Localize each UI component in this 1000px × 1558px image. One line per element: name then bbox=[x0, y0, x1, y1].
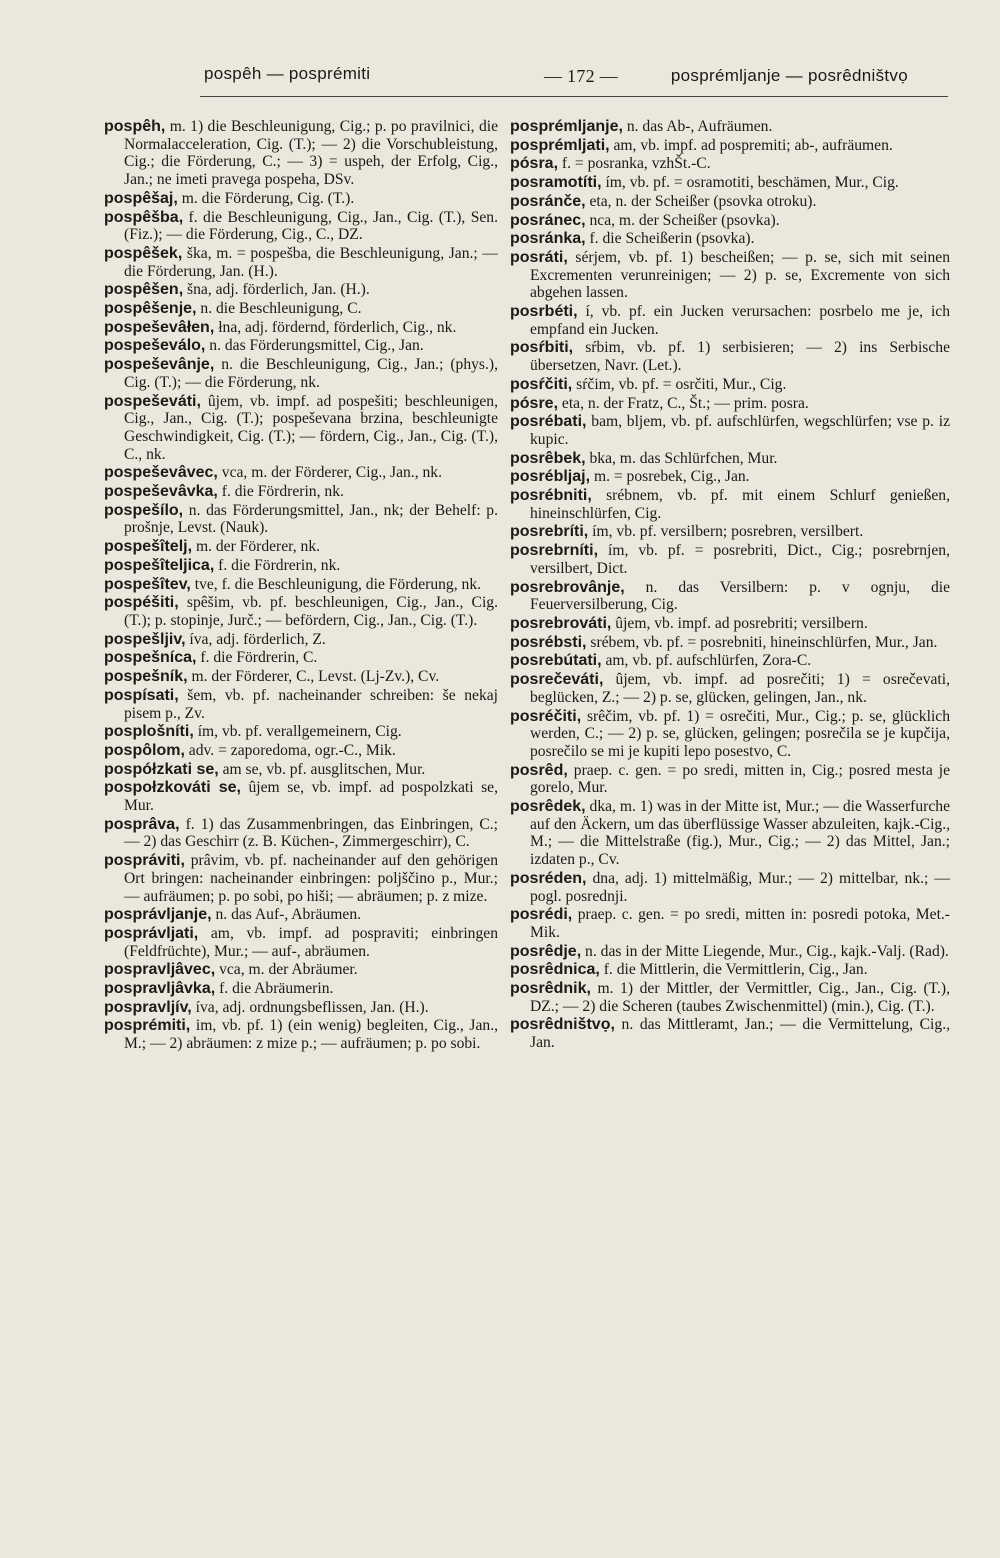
entry-definition: f. die Fördrerin, nk. bbox=[218, 556, 341, 574]
entry-definition: eta, n. der Fratz, C., Št.; — prim. posra. bbox=[561, 394, 809, 412]
entry-definition: íva, adj. förderlich, Z. bbox=[189, 630, 326, 648]
entry-definition: dka, m. 1) was in der Mitte ist, Mur.; — die Wasserfurche auf den Äckern, um das überflüssige Wasser abzuleiten, kajk.-Cig., M.; — die Mittelstraße (fig.), Mur., Cig.; — 2) das Mittel, Jan.; izdaten p., Cv. bbox=[530, 798, 950, 869]
dictionary-entry bbox=[510, 376, 950, 394]
page-number: — 172 — bbox=[543, 66, 619, 86]
headword: posrêdništvọ, bbox=[510, 1016, 615, 1034]
entry-definition: am, vb. impf. ad pospraviti; einbringen (Feldfrüchte), Mur.; — auf-, abräumen. bbox=[124, 924, 498, 960]
headword: pospeševâłen, bbox=[104, 318, 215, 336]
headword: posrebrníti, bbox=[510, 542, 599, 560]
headword: pospešîtelj, bbox=[104, 538, 193, 556]
headword: pospółzkati se, bbox=[104, 760, 219, 778]
dictionary-entry bbox=[104, 557, 498, 575]
entry-definition: m. die Förderung, Cig. (T.). bbox=[181, 189, 355, 207]
headword: posramotíti, bbox=[510, 174, 602, 192]
entry-definition: ûjem, vb. impf. ad posrebriti; versilbern. bbox=[615, 614, 868, 632]
entry-definition: srébem, vb. pf. = posrebniti, hineinschlürfen, Mur., Jan. bbox=[590, 633, 938, 651]
dictionary-entry bbox=[104, 925, 498, 960]
entry-definition: f. die Mittlerin, die Vermittlerin, Cig., Jan. bbox=[603, 961, 868, 979]
entry-definition: ûjem, vb. impf. ad pospešiti; beschleunigen, Cig., Jan., Cig. (T.); pospeševana brzina, beschleunigte Geschwindigkeit, Cig. (T.); — fördern, Cig., Jan., Cig. (T.), C., nk. bbox=[124, 392, 498, 463]
headword: pospravljív, bbox=[104, 998, 192, 1016]
dictionary-entry bbox=[104, 779, 498, 814]
entry-definition: f. = posranka, vzhŠt.-C. bbox=[561, 155, 711, 173]
dictionary-entry bbox=[104, 742, 498, 760]
dictionary-entry bbox=[510, 303, 950, 338]
headword: pospêh, bbox=[104, 118, 166, 135]
entry-definition: spêšim, vb. pf. beschleunigen, Cig., Jan., Cig. (T.); p. stopinje, Jurč.; — befördern, Cig., Jan., Cig. (T.). bbox=[124, 594, 498, 629]
entry-definition: im, vb. pf. 1) (ein wenig) begleiten, Cig., Jan., M.; — 2) abräumen: z mize p.; — aufräumen; p. po sobi. bbox=[124, 1017, 498, 1053]
entry-definition: praep. c. gen. = po sredi, mitten in, Cig.; posred mesta je gorelo, Mur. bbox=[530, 761, 950, 797]
entry-definition: šna, adj. förderlich, Jan. (H.). bbox=[187, 281, 370, 299]
headword: pospôlom, bbox=[104, 741, 185, 759]
dictionary-entry bbox=[104, 319, 498, 337]
dictionary-entry bbox=[104, 1017, 498, 1052]
headword: pospešílo, bbox=[104, 501, 184, 519]
dictionary-entry bbox=[510, 339, 950, 374]
dictionary-entry bbox=[510, 634, 950, 652]
headword: posréčiti, bbox=[510, 707, 582, 725]
dictionary-entry bbox=[510, 395, 950, 413]
headword: pospołzkováti se, bbox=[104, 779, 241, 797]
header-left-guide: pospêh — posprémiti bbox=[204, 64, 371, 83]
headword: posrečeváti, bbox=[510, 671, 604, 689]
headword: pospéšiti, bbox=[104, 594, 179, 612]
headword: pospešîtev, bbox=[104, 575, 191, 593]
entry-definition: sŕbim, vb. pf. 1) serbisieren; — 2) ins Serbische übersetzen, Navr. (Let.). bbox=[530, 339, 950, 375]
dictionary-entry bbox=[510, 615, 950, 633]
headword: pospeševânje, bbox=[104, 356, 215, 374]
dictionary-entry bbox=[104, 356, 498, 391]
headword: pósra, bbox=[510, 155, 559, 173]
dictionary-entry bbox=[104, 852, 498, 905]
dictionary-entry bbox=[510, 118, 950, 136]
dictionary-entry bbox=[510, 906, 950, 941]
dictionary-entry bbox=[104, 980, 498, 998]
headword: pospešîteljica, bbox=[104, 556, 215, 574]
headword: posrébati, bbox=[510, 413, 587, 431]
dictionary-entry bbox=[510, 487, 950, 522]
entry-definition: n. das Mittleramt, Jan.; — die Vermittelung, Cig., Jan. bbox=[530, 1016, 950, 1052]
entry-definition: bka, m. das Schlürfchen, Mur. bbox=[589, 449, 778, 467]
dictionary-entry bbox=[104, 594, 498, 629]
entry-definition: dna, adj. 1) mittelmäßig, Mur.; — 2) mittelbar, nk.; — pogl. posrednji. bbox=[530, 869, 950, 905]
entry-definition: n. das Förderungsmittel, Cig., Jan. bbox=[209, 337, 424, 355]
dictionary-entry bbox=[104, 190, 498, 208]
headword: posrédi, bbox=[510, 906, 573, 924]
entry-definition: m. der Förderer, nk. bbox=[195, 538, 321, 556]
headword: pospeševâvka, bbox=[104, 483, 218, 501]
entry-definition: n. das Förderungsmittel, Jan., nk; der Behelf: p. prošnje, Levst. (Nauk). bbox=[124, 501, 498, 537]
dictionary-entry bbox=[510, 980, 950, 1015]
headword: pospešljiv, bbox=[104, 630, 186, 648]
entry-definition: ûjem se, vb. impf. ad pospolzkati se, Mur. bbox=[124, 779, 498, 815]
dictionary-entry bbox=[510, 708, 950, 761]
headword: posránče, bbox=[510, 192, 586, 210]
headword: posrêbek, bbox=[510, 449, 586, 467]
headword: posrêdnik, bbox=[510, 980, 591, 998]
entry-definition: łna, adj. fördernd, förderlich, Cig., nk. bbox=[218, 318, 457, 336]
dictionary-entry bbox=[104, 281, 498, 299]
headword: pospêšen, bbox=[104, 281, 184, 299]
dictionary-entry bbox=[104, 687, 498, 722]
dictionary-entry bbox=[104, 502, 498, 537]
headword: pospeševâvec, bbox=[104, 464, 218, 482]
dictionary-entry bbox=[510, 155, 950, 173]
dictionary-entry bbox=[510, 1016, 950, 1051]
headword: posrbéti, bbox=[510, 303, 578, 321]
entry-definition: n. das in der Mitte Liegende, Mur., Cig., kajk.-Valj. (Rad). bbox=[585, 942, 949, 960]
headword: pospêšaj, bbox=[104, 189, 178, 207]
headword: posrébniti, bbox=[510, 487, 592, 505]
entry-definition: nca, m. der Scheißer (psovka). bbox=[589, 211, 780, 229]
headword: posprávljati, bbox=[104, 924, 199, 942]
dictionary-entry bbox=[104, 631, 498, 649]
dictionary-entry bbox=[104, 464, 498, 482]
entry-definition: í, vb. pf. ein Jucken verursachen: posrbelo me je, ich empfand ein Jucken. bbox=[530, 303, 950, 338]
dictionary-entry bbox=[510, 652, 950, 670]
entry-definition: srêčim, vb. pf. 1) = osrečiti, Mur., Cig.; p. se, glücklich werden, C.; — 2) p. se, glücken, gelingen; posrečila se je kupčija, posrečilo se mi je kupiti lepo posestvo, C. bbox=[530, 707, 950, 760]
entry-definition: ška, m. = pospešba, die Beschleunigung, Jan.; — die Förderung, Jan. (H.). bbox=[124, 244, 498, 280]
headword: posrêdje, bbox=[510, 942, 582, 960]
dictionary-entry bbox=[510, 137, 950, 155]
dictionary-entry bbox=[104, 668, 498, 686]
headword: pospeševáti, bbox=[104, 392, 201, 410]
headword: pospeševálo, bbox=[104, 337, 206, 355]
dictionary-entry bbox=[510, 413, 950, 448]
header-rule bbox=[200, 96, 948, 97]
headword: pospráviti, bbox=[104, 852, 185, 870]
entry-definition: prâvim, vb. pf. nacheinander auf den gehörigen Ort bringen: nacheinander einbringen: poljščino p., Mur.; — aufräumen; p. po sobi, po hiši; — abräumen; p. z mize. bbox=[124, 852, 498, 905]
entry-definition: f. die Abräumerin. bbox=[219, 980, 334, 998]
headword: posréden, bbox=[510, 869, 587, 887]
dictionary-entry bbox=[510, 671, 950, 706]
entry-definition: f. die Scheißerin (psovka). bbox=[589, 230, 755, 248]
headword: posráti, bbox=[510, 248, 568, 266]
dictionary-entry bbox=[104, 999, 498, 1017]
entry-definition: n. die Beschleunigung, Cig., Jan.; (phys.), Cig. (T.); — die Förderung, nk. bbox=[124, 356, 498, 391]
headword: posplošníti, bbox=[104, 723, 194, 741]
entry-definition: am se, vb. pf. ausglitschen, Mur. bbox=[222, 760, 426, 778]
headword: posprâva, bbox=[104, 815, 180, 833]
headword: posprávljanje, bbox=[104, 906, 212, 924]
headword: posŕčiti, bbox=[510, 375, 573, 393]
headword: posrebrováti, bbox=[510, 614, 612, 632]
headword: posrébljaj, bbox=[510, 468, 591, 486]
dictionary-entry bbox=[510, 468, 950, 486]
dictionary-entry bbox=[104, 483, 498, 501]
headword: posprémljati, bbox=[510, 136, 610, 154]
headword: posránka, bbox=[510, 230, 586, 248]
headword: pospêšba, bbox=[104, 208, 184, 226]
headword: posrêdek, bbox=[510, 798, 586, 816]
entry-definition: íva, adj. ordnungsbeflissen, Jan. (H.). bbox=[195, 998, 429, 1016]
headword: posprémljanje, bbox=[510, 118, 623, 135]
headword: posránec, bbox=[510, 211, 586, 229]
dictionary-entry bbox=[104, 393, 498, 464]
headword: pospêšek, bbox=[104, 244, 183, 262]
headword: posrêd, bbox=[510, 761, 568, 779]
entry-definition: m. 1) die Beschleunigung, Cig.; p. po pravilnici, die Normalacceleration, Cig. (T.); — 2) die Vorschubleistung, Cig.; die Förderung, C.; — 3) = uspeh, der Erfolg, Cig., Jan.; ne imeti pravega pospeha, DSv. bbox=[124, 118, 498, 189]
entry-definition: am, vb. impf. ad pospremiti; ab-, aufräumen. bbox=[613, 136, 893, 154]
entry-definition: šem, vb. pf. nacheinander schreiben: še nekaj pisem p., Zv. bbox=[124, 686, 498, 722]
headword: posrebrovânje, bbox=[510, 578, 625, 596]
right-column bbox=[510, 118, 950, 1538]
entry-definition: ím, vb. pf. = posrebriti, Dict., Cig.; posrebrnjen, versilbert, Dict. bbox=[530, 542, 950, 577]
entry-definition: f. die Beschleunigung, Cig., Jan., Cig. (T.), Sen. (Fiz.); — die Förderung, Cig., C., DZ. bbox=[124, 208, 498, 244]
dictionary-entry bbox=[510, 542, 950, 577]
dictionary-entry bbox=[510, 230, 950, 248]
entry-definition: sérjem, vb. pf. 1) bescheißen; — p. se, sich mit seinen Excrementen verunreinigen; — 2) p. se, Excremente von sich abgehen lassen. bbox=[530, 248, 950, 302]
dictionary-entry bbox=[104, 961, 498, 979]
headword: posrebríti, bbox=[510, 523, 589, 541]
headword: posprémiti, bbox=[104, 1017, 191, 1035]
dictionary-entry bbox=[510, 579, 950, 614]
entry-definition: bam, bljem, vb. pf. aufschlürfen, wegschlürfen; vse p. iz kupic. bbox=[530, 413, 950, 448]
headword: pospešníca, bbox=[104, 649, 197, 667]
headword: pospísati, bbox=[104, 686, 179, 704]
dictionary-entry bbox=[510, 798, 950, 869]
headword: pospêšenje, bbox=[104, 300, 197, 318]
header-right-guide: posprémljanje — posrêdništvọ bbox=[670, 66, 908, 85]
dictionary-entry bbox=[510, 762, 950, 797]
dictionary-entry bbox=[510, 450, 950, 468]
dictionary-entry bbox=[510, 961, 950, 979]
headword: posrêdnica, bbox=[510, 961, 600, 979]
dictionary-entry bbox=[510, 943, 950, 961]
entry-definition: f. die Fördrerin, nk. bbox=[221, 483, 344, 501]
dictionary-entry bbox=[510, 193, 950, 211]
entry-definition: praep. c. gen. = po sredi, mitten in: posredi potoka, Met.-Mik. bbox=[530, 906, 950, 941]
entry-definition: n. das Ab-, Aufräumen. bbox=[626, 118, 773, 135]
entry-definition: tve, f. die Beschleunigung, die Förderung, nk. bbox=[194, 575, 482, 593]
headword: pospešník, bbox=[104, 668, 188, 686]
dictionary-entry bbox=[104, 723, 498, 741]
entry-definition: am, vb. pf. aufschlürfen, Zora-C. bbox=[605, 652, 812, 670]
entry-definition: ûjem, vb. impf. ad posrečiti; 1) = osrečevati, beglücken, Z.; — 2) p. se, glücken, gelingen, Jan., nk. bbox=[530, 671, 950, 706]
dictionary-entry bbox=[104, 649, 498, 667]
dictionary-entry bbox=[104, 245, 498, 280]
entry-definition: f. die Fördrerin, C. bbox=[200, 649, 318, 667]
headword: pospravljâvec, bbox=[104, 961, 216, 979]
headword: pospravljâvka, bbox=[104, 980, 216, 998]
dictionary-entry bbox=[104, 906, 498, 924]
dictionary-entry bbox=[510, 870, 950, 905]
headword: pósre, bbox=[510, 394, 559, 412]
entry-definition: vca, m. der Abräumer. bbox=[219, 961, 358, 979]
dictionary-entry bbox=[104, 209, 498, 244]
dictionary-entry bbox=[104, 300, 498, 318]
dictionary-entry bbox=[104, 337, 498, 355]
entry-definition: ím, vb. pf. = osramotiti, beschämen, Mur., Cig. bbox=[605, 174, 899, 192]
dictionary-entry bbox=[104, 538, 498, 556]
headword: posrebútati, bbox=[510, 652, 602, 670]
dictionary-entry bbox=[104, 816, 498, 851]
entry-definition: ím, vb. pf. versilbern; posrebren, versilbert. bbox=[592, 523, 864, 541]
dictionary-entry bbox=[510, 212, 950, 230]
entry-definition: m. der Förderer, C., Levst. (Lj-Zv.), Cv. bbox=[191, 668, 440, 686]
entry-definition: f. 1) das Zusammenbringen, das Einbringen, C.; — 2) das Geschirr (z. B. Küchen-, Zimmergeschirr), C. bbox=[124, 815, 498, 851]
headword: posŕbiti, bbox=[510, 339, 574, 357]
entry-definition: ím, vb. pf. verallgemeinern, Cig. bbox=[197, 723, 402, 741]
entry-definition: srébnem, vb. pf. mit einem Schlurf genießen, hineinschlürfen, Cig. bbox=[530, 487, 950, 522]
entry-definition: vca, m. der Förderer, Cig., Jan., nk. bbox=[221, 464, 442, 482]
page-header bbox=[118, 62, 948, 92]
entry-definition: eta, n. der Scheißer (psovka otroku). bbox=[589, 192, 817, 210]
dictionary-entry bbox=[104, 761, 498, 779]
entry-definition: m. 1) der Mittler, der Vermittler, Cig., Jan., Cig. (T.), DZ.; — 2) die Scheren (taubes Zwischenmittel) (min.), Cig. (T.). bbox=[530, 980, 950, 1015]
left-column bbox=[104, 118, 498, 1538]
dictionary-entry bbox=[510, 523, 950, 541]
dictionary-entry bbox=[510, 174, 950, 192]
dictionary-entry bbox=[510, 249, 950, 302]
headword: posrébsti, bbox=[510, 633, 587, 651]
entry-definition: sŕčim, vb. pf. = osrčiti, Mur., Cig. bbox=[576, 375, 787, 393]
entry-definition: n. die Beschleunigung, C. bbox=[200, 300, 362, 318]
dictionary-entry bbox=[104, 576, 498, 594]
entry-definition: n. das Versilbern: p. v ognju, die Feuerversilberung, Cig. bbox=[530, 578, 950, 614]
dictionary-entry bbox=[104, 118, 498, 189]
entry-definition: adv. = zaporedoma, ogr.-C., Mik. bbox=[188, 741, 396, 759]
entry-definition: n. das Auf-, Abräumen. bbox=[215, 906, 362, 924]
entry-definition: m. = posrebek, Cig., Jan. bbox=[593, 468, 750, 486]
